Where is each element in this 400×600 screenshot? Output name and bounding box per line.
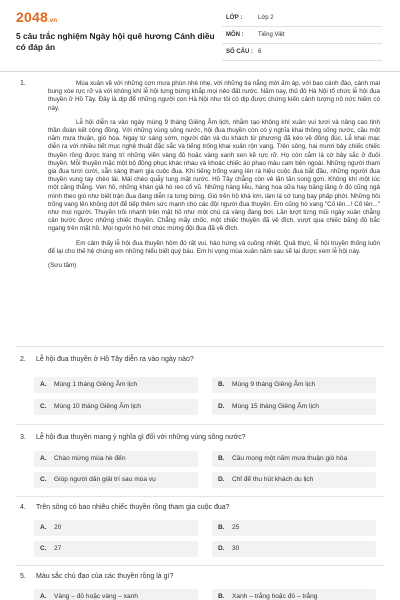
option-text: Xanh – trắng hoặc đỏ – trắng (232, 593, 318, 600)
option-a[interactable] (34, 520, 198, 536)
info-row-grade (222, 10, 382, 27)
info-key: LỚP : (226, 15, 243, 21)
option-letter: B. (218, 381, 225, 388)
info-value: Tiếng Việt (258, 32, 285, 38)
question-number: 4. (20, 504, 26, 511)
option-letter: D. (218, 476, 225, 483)
question-text: Lễ hội đua thuyền ở Hồ Tây diễn ra vào ngày nào? (36, 356, 194, 363)
option-b[interactable] (212, 589, 376, 600)
option-letter: B. (218, 593, 225, 600)
option-text: Chỉ để thu hút khách du lịch (232, 476, 314, 483)
option-b[interactable] (212, 377, 376, 393)
option-letter: D. (218, 403, 225, 410)
option-text: Cầu mong một năm mưa thuận gió hòa (232, 455, 348, 462)
page-title: 5 câu trắc nghiệm Ngày hội quê hương Cánh diều có đáp án (16, 31, 215, 52)
question-number: 1. (20, 80, 26, 87)
option-b[interactable] (212, 451, 376, 467)
option-text: Chào mừng mùa hè đến (54, 455, 126, 462)
option-a[interactable] (34, 451, 198, 467)
info-row-subject (222, 27, 382, 44)
question-text: Trên sông có bao nhiêu chiếc thuyền rồng tham gia cuộc đua? (36, 504, 230, 511)
option-text: Giúp người dân giải trí sau mùa vụ (54, 476, 156, 483)
section-divider (16, 424, 384, 425)
passage-source: (Sưu tầm) (48, 262, 77, 270)
question-number: 3. (20, 434, 26, 441)
option-letter: C. (40, 545, 47, 552)
option-text: Mùng 1 tháng Giêng Âm lịch (54, 381, 138, 388)
option-letter: D. (218, 545, 225, 552)
question-text: Màu sắc chủ đạo của các thuyền rồng là gì? (36, 573, 174, 580)
page-header (0, 0, 400, 72)
option-c[interactable] (34, 541, 198, 557)
info-value: Lớp 2 (258, 15, 274, 21)
passage-paragraph: Em cảm thấy lễ hội đua thuyền hôm đó rất vui, hào hứng và cuồng nhiệt. Quả thực, lễ hội truyền thống luôn để lại cho thế hệ chúng em những hiểu biết quý báu. Em hi vọng mùa xuân năm sau sẽ lại được xem lễ hội này. (48, 239, 380, 255)
option-letter: C. (40, 476, 47, 483)
logo-suffix: .vn (47, 18, 58, 24)
passage-paragraph: Mùa xuân về với những cơn mưa phùn nhè nhẹ, với những tia nắng mới ấm áp, với bao cánh đào, cánh mai bung xòe rực rỡ và với không khí lễ hội tưng bừng khắp mọi nẻo đất nước. Năm nay, thủ đô Hà Nội tổ chức lễ hội đua thuyền ở Hồ Tây. Đây là dịp để những người con Hà Nội như tôi có dịp được chứng kiến cảnh tượng nô nức hiếm có này. (48, 80, 380, 112)
section-divider (16, 565, 384, 566)
section-divider (16, 496, 384, 497)
option-text: 20 (54, 524, 62, 531)
option-a[interactable] (34, 377, 198, 393)
option-letter: C. (40, 403, 47, 410)
option-c[interactable] (34, 399, 198, 415)
passage-paragraph: Lễ hội diễn ra vào ngày mùng 9 tháng Giêng Âm lịch, nhằm tạo không khí xuân vui tươi và nâng cao tinh thần đoàn kết cộng đồng. Với những vùng sông nước, hội đua thuyền còn có ý nghĩa khai thông sông nước, cầu một năm mưa thuận, gió hòa. Ngay từ sáng sớm, người dân và du khách từ phương đã kéo về đông đúc. Lễ khai mạc diễn ra với nhiều tiết mục nghệ thuật đặc sắc và tiếng trống khai xuân rộn vang. Trên sông, hai mươi bảy chiếc chiếc thuyền rồng được trang trí những viền vàng đỏ hoặc vàng xanh xen kẽ rực rỡ. Họ còn cắm lá cờ bảy sắc ở đuôi thuyền. Mỗi thuyền mặc một bộ đồng phục khác nhau và khoác chiếc áo phao màu cam bên ngoài. Những người tham gia đua tươi cười, sẵn sàng tham gia cuộc đua. Khi tiếng trống vang lên rá hiệu cuộc đua bắt đầu, những người đua thuyền vung tay chèo lái. Mái chèo quẫy tung mặt nước. Hồ Tây chẳng còn vẻ lặn tăn song gợn. Không khí một lúc một căng thẳng. Ven hồ, những khán giả hò reo cổ vũ. Những hàng liễu, hàng hoa sữa hay băng lăng ở đó cũng ngả mình theo gió như biết trận đua đang diễn ra tưng bừng. Gió trên hồ khá lớn, làm lá cờ tung bay phấp phới. Những hồi trống vang lên không dứt để tiếp thêm sức mạnh cho các đội người đua thuyền. Em cũng hò vang "Cố lên...! Cố lên..." như mọi người. Thuyền trôi nhanh trên mặt hồ như một chú cá vàng đang bơi. Lần lượt từng mũi ngày xuân chẳng cản bước được những chiếc thuyền. Chẳng mấy chốc, một chiếc thuyền đã về đích, vượt qua chiếc băng đỏ bắc ngang trên mặt hồ. Mọi người hò hét chúc mừng đội đua đã về đích. (48, 118, 380, 233)
option-d[interactable] (212, 541, 376, 557)
info-row-count (222, 44, 382, 61)
info-key: MÔN : (226, 32, 244, 38)
option-b[interactable] (212, 520, 376, 536)
info-key: SỐ CÂU : (226, 49, 253, 55)
question-number: 5. (20, 573, 26, 580)
option-d[interactable] (212, 399, 376, 415)
option-letter: A. (40, 381, 47, 388)
option-text: 30 (232, 545, 240, 552)
option-letter: B. (218, 455, 225, 462)
section-divider (16, 346, 384, 347)
option-text: Mùng 10 tháng Giêng Âm lịch (54, 403, 141, 410)
site-logo[interactable] (16, 9, 57, 25)
question-number: 2. (20, 356, 26, 363)
logo-main: 2048 (16, 9, 48, 25)
question-text: Lễ hội đua thuyền mang ý nghĩa gì đối với những vùng sông nước? (36, 434, 246, 441)
option-text: 25 (232, 524, 240, 531)
option-a[interactable] (34, 589, 198, 600)
option-d[interactable] (212, 472, 376, 488)
info-table (222, 10, 382, 61)
info-value: 6 (258, 49, 262, 55)
option-letter: B. (218, 524, 225, 531)
option-letter: A. (40, 524, 47, 531)
option-letter: A. (40, 455, 47, 462)
option-text: Vàng – đỏ hoặc vàng – xanh (54, 593, 138, 600)
option-letter: A. (40, 593, 47, 600)
option-text: 27 (54, 545, 62, 552)
option-text: Mùng 15 tháng Giêng Âm lịch (232, 403, 319, 410)
reading-passage (48, 80, 380, 276)
option-text: Mùng 9 tháng Giêng Âm lịch (232, 381, 316, 388)
option-c[interactable] (34, 472, 198, 488)
